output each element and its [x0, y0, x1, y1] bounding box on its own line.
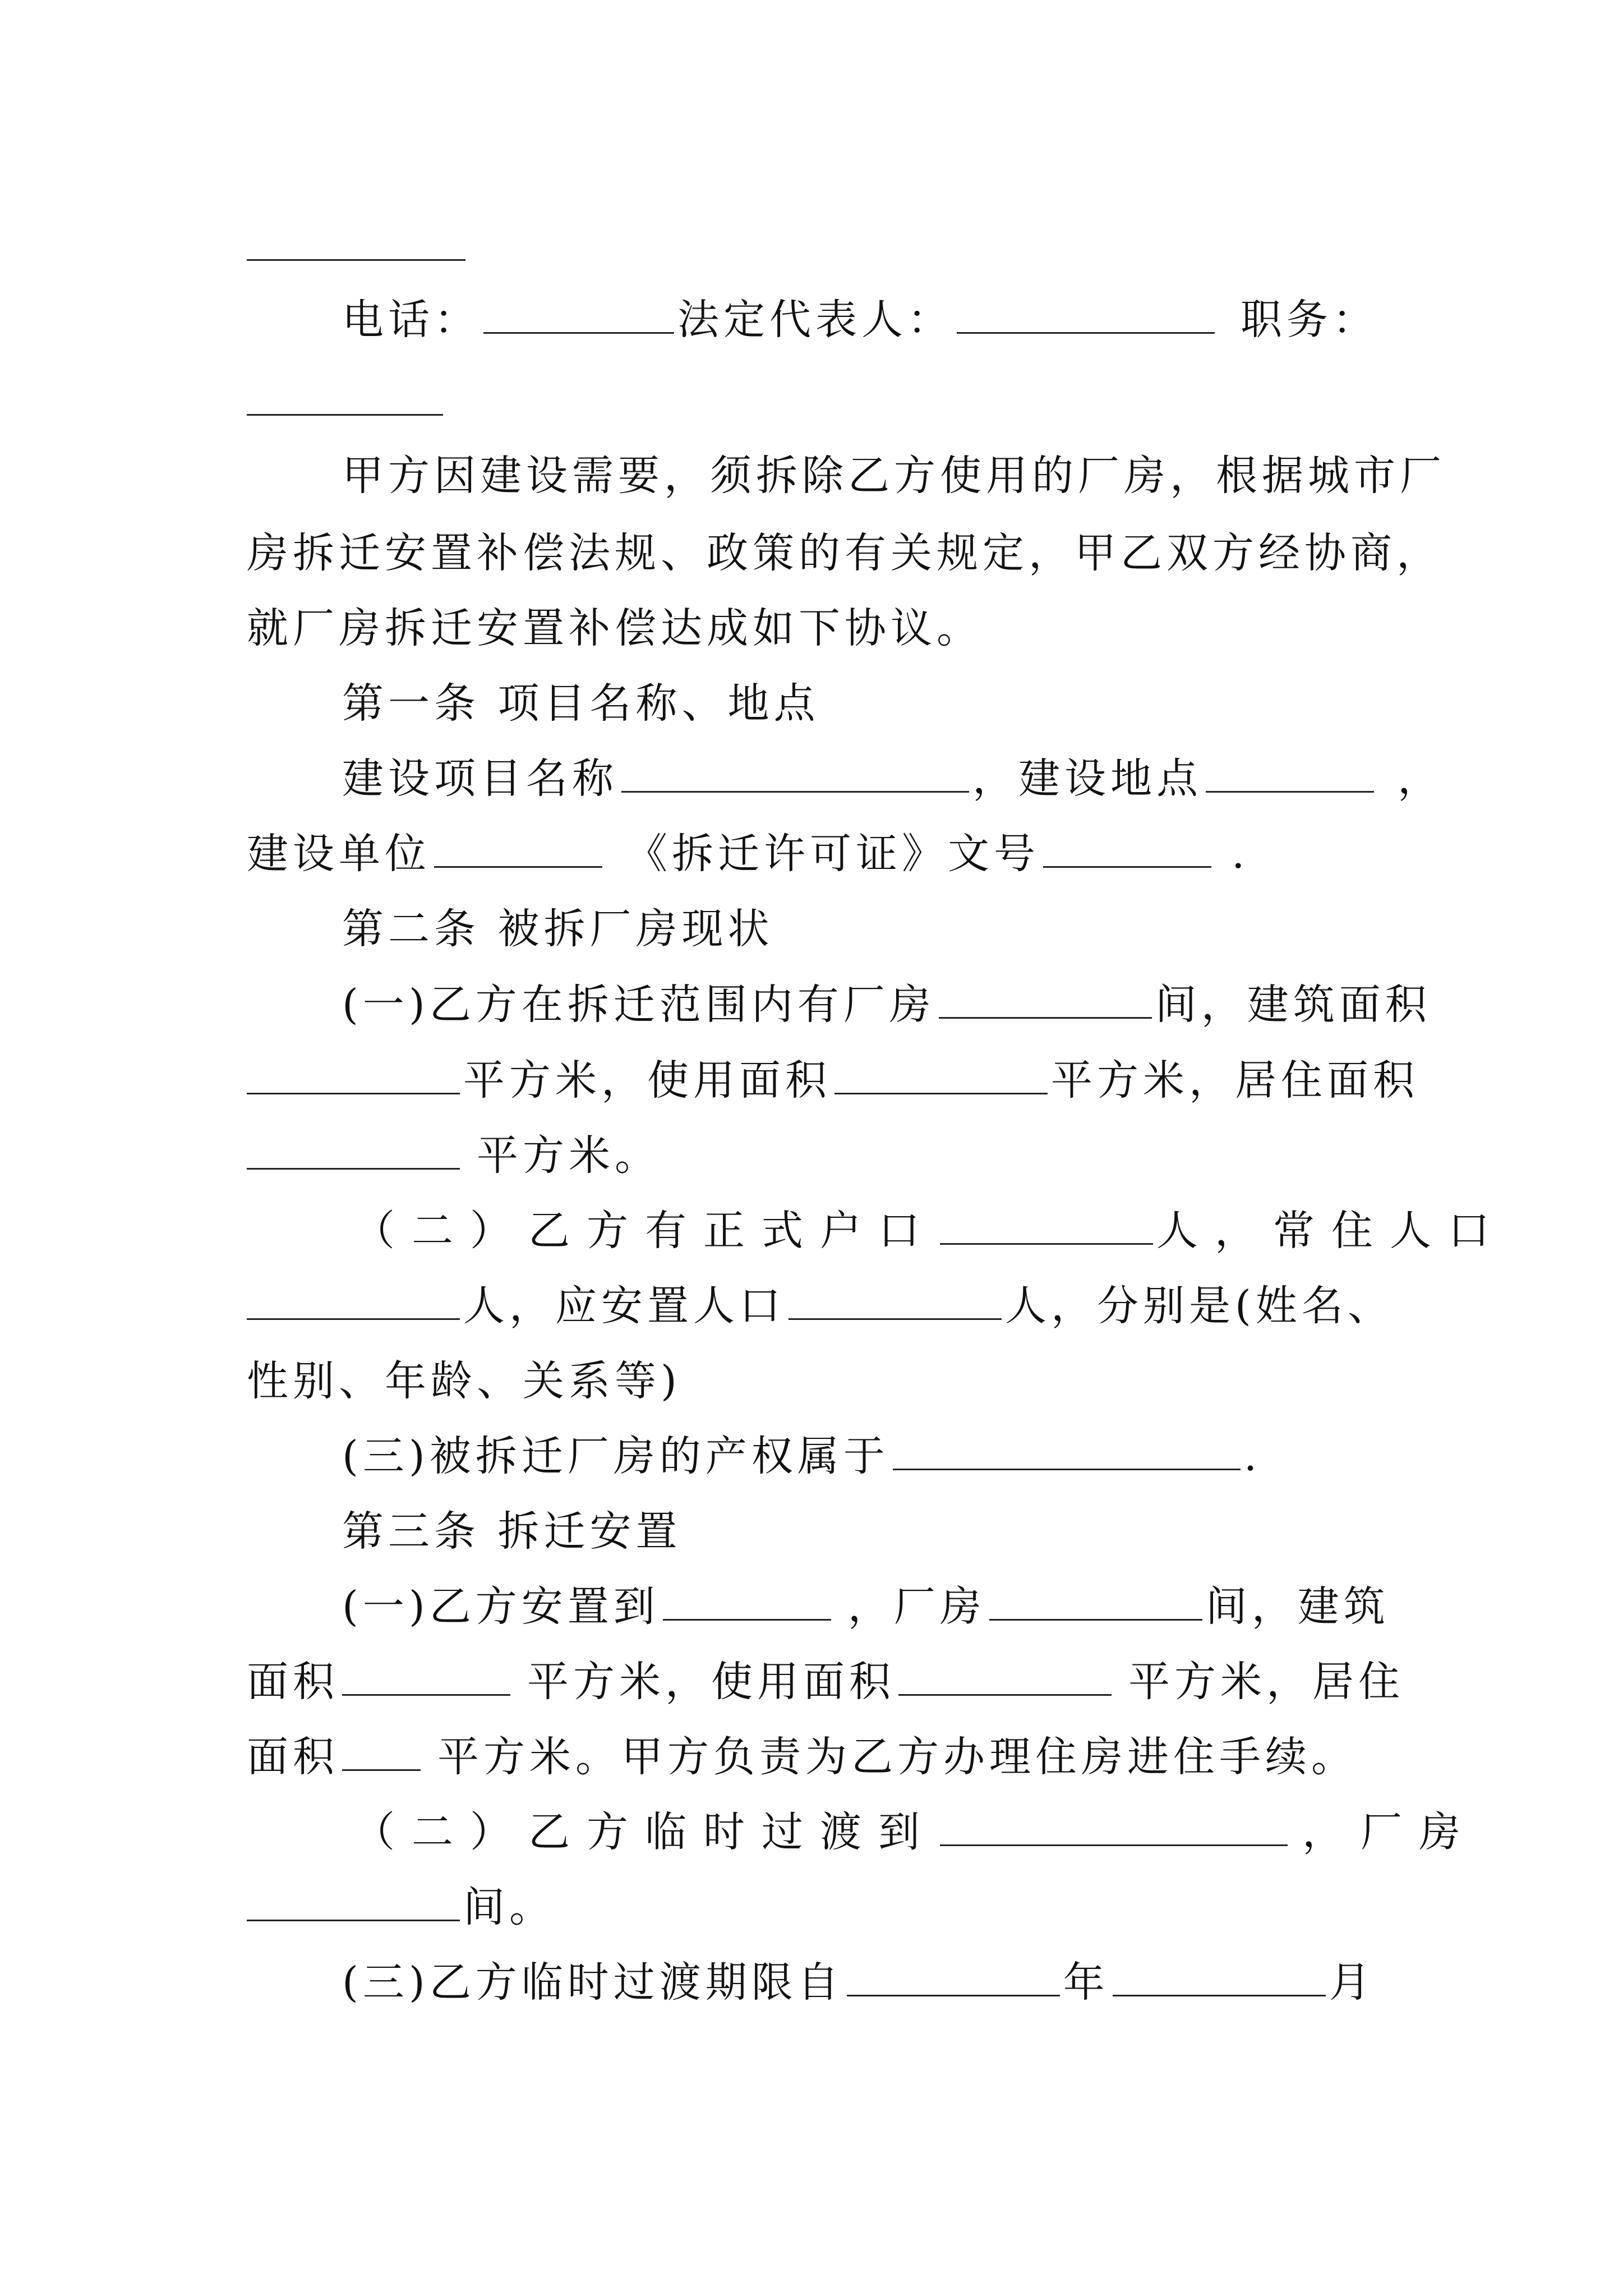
building-area-blank[interactable] [247, 1053, 460, 1094]
a3-item1-text-d: 面积 [247, 1658, 339, 1706]
a3-item2-text-c: 间。 [463, 1883, 555, 1931]
article3-item2-line1 [353, 1805, 1477, 1859]
phone-label: 电话： [342, 296, 480, 344]
a3-item1-text-h: 平方米。甲方负责为乙方办理住房进住手续。 [437, 1733, 1357, 1781]
a3-use-area-blank[interactable] [898, 1655, 1112, 1696]
item2-text-d: 人，分别是(姓名、 [1005, 1282, 1394, 1330]
position-label: 职务： [1241, 296, 1378, 344]
transition-place-blank[interactable] [940, 1805, 1288, 1846]
intro-line-1: 甲方因建设需要，须拆除乙方使用的厂房，根据城市厂 [342, 452, 1446, 500]
article3-item2-line2 [247, 1880, 555, 1934]
article2-item2-line1 [353, 1204, 1506, 1258]
unit-blank[interactable] [434, 827, 602, 868]
a3-item2-text: （二）乙方临时过渡到 [353, 1808, 937, 1856]
article3-item1-line3 [247, 1730, 1357, 1784]
month-blank[interactable] [1113, 1955, 1326, 1996]
relocate-blank[interactable] [789, 1279, 1002, 1320]
a3-item1-text-e: 平方米，使用面积 [527, 1658, 895, 1706]
blank-line [247, 259, 465, 261]
article2-item3 [342, 1429, 1261, 1483]
article3-item1-line1 [342, 1580, 1390, 1634]
a3-living-area-blank[interactable] [342, 1730, 421, 1771]
article2-item1-line2 [247, 1053, 1419, 1107]
a3-item1-text-f: 平方米，居住 [1128, 1658, 1404, 1706]
transition-rooms-blank[interactable] [247, 1880, 460, 1921]
a3-item1-text: (一)乙方安置到 [342, 1582, 660, 1631]
a3-building-area-blank[interactable] [342, 1655, 510, 1696]
article2-item1-line3 [247, 1129, 661, 1182]
permit-label: 《拆迁许可证》文号 [626, 830, 1040, 878]
article2-item1-line1 [342, 978, 1431, 1032]
item3-period: . [1243, 1432, 1262, 1480]
a3-item2-text-b: ，厂房 [1302, 1808, 1477, 1856]
site-label: ，建设地点 [972, 754, 1202, 803]
phone-blank[interactable] [483, 293, 674, 334]
registered-blank[interactable] [940, 1204, 1153, 1245]
article3-item3-line1 [342, 1955, 1375, 2009]
position-blank[interactable] [247, 414, 443, 416]
legal-rep-blank[interactable] [957, 293, 1215, 334]
intro-line-3: 就厂房拆迁安置补偿达成如下协议。 [247, 604, 983, 652]
item1-text: (一)乙方在拆迁范围内有厂房 [342, 981, 935, 1029]
item1-text-b: 间，建筑面积 [1155, 981, 1431, 1029]
a3-item1-text-g: 面积 [247, 1733, 339, 1781]
legal-rep-label: 法定代表人： [677, 296, 953, 344]
article1-heading: 第一条 项目名称、地点 [342, 679, 820, 728]
article2-item2-line2 [247, 1279, 1394, 1333]
article3-item1-line2 [247, 1655, 1404, 1709]
item2-text-c: 人，应安置人口 [463, 1282, 785, 1330]
a3-item3-text: (三)乙方临时过渡期限自 [342, 1958, 843, 2007]
item1-text-e: 平方米。 [477, 1131, 661, 1180]
article1-unit-line [247, 827, 1249, 881]
item1-text-c: 平方米，使用面积 [463, 1056, 831, 1105]
year-label: 年 [1063, 1958, 1109, 2007]
month-label: 月 [1329, 1958, 1375, 2007]
article2-heading: 第二条 被拆厂房现状 [342, 905, 774, 953]
comma: ， [1398, 754, 1444, 803]
unit-label: 建设单位 [247, 830, 431, 878]
project-name-label: 建设项目名称 [342, 754, 618, 803]
year-blank[interactable] [847, 1955, 1060, 1996]
contact-line [342, 293, 1378, 347]
item2-text-b: 人，常住人口 [1156, 1207, 1506, 1255]
intro-line-2: 房拆迁安置补偿法规、政策的有关规定，甲乙双方经协商， [247, 529, 1442, 577]
a3-rooms-blank[interactable] [989, 1580, 1202, 1621]
project-name-blank[interactable] [621, 752, 969, 793]
article1-project-line [342, 752, 1444, 806]
item3-text: (三)被拆迁厂房的产权属于 [342, 1432, 889, 1480]
item2-text: （二）乙方有正式户口 [353, 1207, 937, 1255]
item1-text-d: 平方米，居住面积 [1051, 1056, 1419, 1105]
rooms-blank[interactable] [939, 978, 1152, 1019]
site-blank[interactable] [1206, 752, 1374, 793]
resident-blank[interactable] [247, 1279, 460, 1320]
permit-blank[interactable] [1043, 827, 1211, 868]
article3-heading: 第三条 拆迁安置 [342, 1507, 682, 1556]
ownership-blank[interactable] [893, 1429, 1241, 1470]
use-area-blank[interactable] [834, 1053, 1048, 1094]
place-blank[interactable] [663, 1580, 831, 1621]
article2-item2-line3: 性别、年龄、关系等) [247, 1357, 681, 1405]
a3-item1-text-c: 间，建筑 [1205, 1582, 1390, 1631]
a3-item1-text-b: ，厂房 [847, 1582, 986, 1631]
living-area-blank[interactable] [247, 1129, 460, 1170]
period: . [1232, 830, 1249, 878]
